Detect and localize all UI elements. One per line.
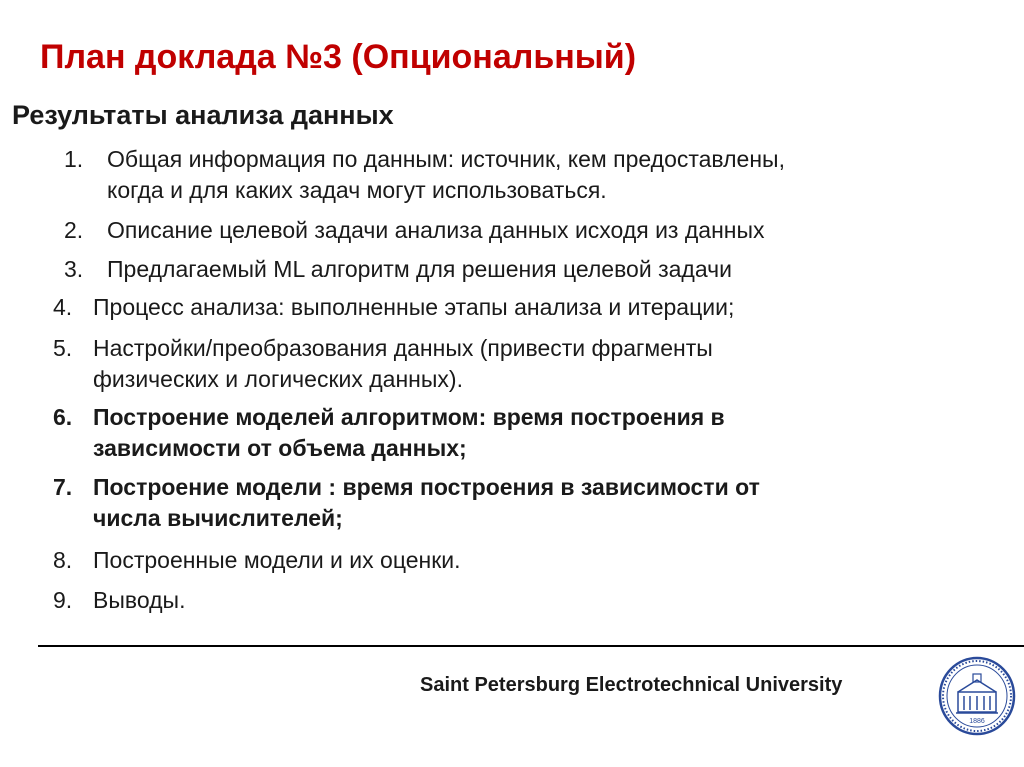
list-item-text: Процесс анализа: выполненные этапы анализа и итерации; <box>93 294 735 320</box>
list-item-number: 3. <box>64 256 84 282</box>
list-item-text: зависимости от объема данных; <box>93 435 467 461</box>
list-item-text: когда и для каких задач могут использоваться. <box>107 177 607 203</box>
list-item-number: 2. <box>64 217 84 243</box>
list-item-text: Построение моделей алгоритмом: время построения в <box>93 404 725 430</box>
slide-subtitle: Результаты анализа данных <box>12 100 394 130</box>
list-item-number: 7. <box>53 474 73 500</box>
university-seal-icon <box>938 656 1016 736</box>
list-item-number: 6. <box>53 404 73 430</box>
list-item-text: Построенные модели и их оценки. <box>93 547 461 573</box>
list-item-number: 1. <box>64 146 84 172</box>
list-item-text: Общая информация по данным: источник, кем предоставлены, <box>107 146 785 172</box>
list-item-text: Настройки/преобразования данных (привести фрагменты <box>93 335 713 361</box>
slide-title: План доклада №3 (Опциональный) <box>40 38 637 76</box>
list-item-text: числа вычислителей; <box>93 505 343 531</box>
list-item-text: Предлагаемый ML алгоритм для решения целевой задачи <box>107 256 732 282</box>
list-item-text: Построение модели : время построения в зависимости от <box>93 474 760 500</box>
list-item-number: 9. <box>53 587 73 613</box>
list-item-number: 5. <box>53 335 73 361</box>
list-item-number: 4. <box>53 294 73 320</box>
list-item-text: Выводы. <box>93 587 186 613</box>
list-item-text: Описание целевой задачи анализа данных исходя из данных <box>107 217 765 243</box>
university-name: Saint Petersburg Electrotechnical University <box>420 674 843 696</box>
seal-year: 1886 <box>969 718 985 725</box>
list-item-text: физических и логических данных). <box>93 366 463 392</box>
footer-divider <box>38 645 1024 647</box>
list-item-number: 8. <box>53 547 73 573</box>
